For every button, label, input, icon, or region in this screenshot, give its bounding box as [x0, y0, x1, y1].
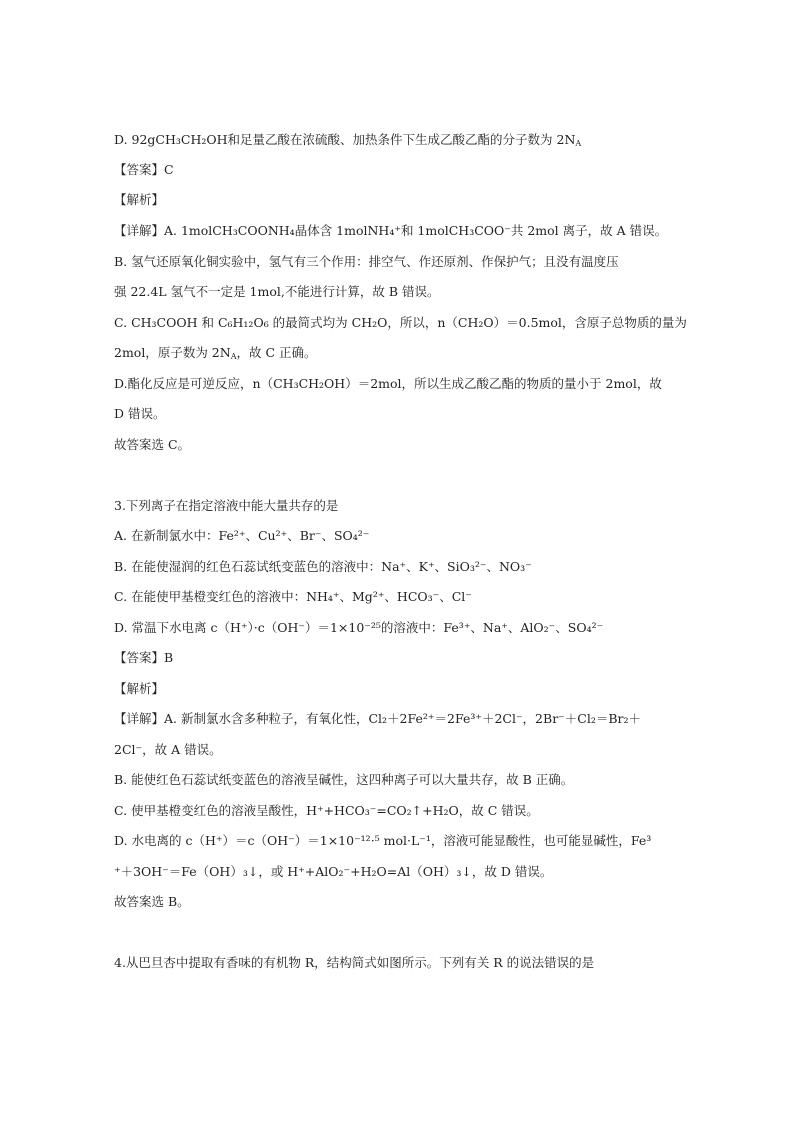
q2-detail-c-line1: C. CH₃COOH 和 C₆H₁₂O₆ 的最简式均为 CH₂O，所以，n（CH₂O）＝0.5mol，含原子总物质的量为	[114, 315, 687, 330]
q3-detail-d-line2: ⁺＋3OH⁻＝Fe（OH）₃↓，或 H⁺+AlO₂⁻+H₂O=Al（OH）₃↓，故 D 错误。	[114, 864, 553, 879]
q4-stem: 4.从巴旦杏中提取有香味的有机物 R，结构简式如图所示。下列有关 R 的说法错误的是	[114, 955, 595, 970]
q3-answer: 【答案】B	[114, 650, 174, 665]
q2-detail-d-line2: D 错误。	[114, 406, 166, 421]
q2-detail-c-tail: ，故 C 正确。	[236, 345, 317, 360]
q3-detail-c: C. 使甲基橙变红色的溶液呈酸性，H⁺+HCO₃⁻=CO₂↑+H₂O，故 C 错误。	[114, 803, 539, 818]
q3-conclusion: 故答案选 B。	[114, 894, 190, 909]
q2-analysis-label: 【解析】	[114, 192, 165, 207]
q2-conclusion: 故答案选 C。	[114, 437, 191, 452]
q3-option-c: C. 在能使甲基橙变红色的溶液中：NH₄⁺、Mg²⁺、HCO₃⁻、Cl⁻	[114, 589, 472, 604]
q3-detail-a-line1: 【详解】A. 新制氯水含多种粒子，有氧化性，Cl₂＋2Fe²⁺＝2Fe³⁺＋2Cl⁻，2Br⁻＋Cl₂＝Br₂＋	[114, 711, 642, 726]
q2-answer: 【答案】C	[114, 162, 174, 177]
q3-detail-a-line2: 2Cl⁻，故 A 错误。	[114, 742, 222, 757]
q2-option-d-text: D. 92gCH₃CH₂OH和足量乙酸在浓硫酸、加热条件下生成乙酸乙酯的分子数为 2N	[114, 132, 576, 147]
q2-detail-d-line1: D.酯化反应是可逆反应，n（CH₃CH₂OH）＝2mol，所以生成乙酸乙酯的物质的量小于 2mol，故	[114, 376, 662, 391]
q3-option-d: D. 常温下水电离 c（H⁺）·c（OH⁻）＝1×10⁻²⁵的溶液中：Fe³⁺、Na⁺、AlO₂⁻、SO₄²⁻	[114, 620, 604, 635]
q3-stem: 3.下列离子在指定溶液中能大量共存的是	[114, 498, 339, 513]
q2-detail-b-line1: B. 氢气还原氧化铜实验中，氢气有三个作用：排空气、作还原剂、作保护气；且没有温度压	[114, 254, 619, 269]
q2-detail-c-line2	[114, 344, 684, 362]
q2-option-d-sub: A	[575, 139, 582, 148]
q3-detail-b: B. 能使红色石蕊试纸变蓝色的溶液呈碱性，这四种离子可以大量共存，故 B 正确。	[114, 772, 574, 787]
q2-detail-c-sub: A	[230, 352, 237, 361]
q2-option-d	[114, 131, 684, 149]
q3-analysis-label: 【解析】	[114, 681, 165, 696]
q2-detail-a: 【详解】A. 1molCH₃COONH₄晶体含 1molNH₄⁺和 1molCH₃COO⁻共 2mol 离子，故 A 错误。	[114, 223, 668, 238]
q3-detail-d-line1: D. 水电离的 c（H⁺）＝c（OH⁻）＝1×10⁻¹²·⁵ mol·L⁻¹，溶液可能显酸性，也可能显碱性，Fe³	[114, 833, 652, 848]
q2-detail-c-line2-text: 2mol，原子数为 2N	[114, 345, 231, 360]
q3-option-b: B. 在能使湿润的红色石蕊试纸变蓝色的溶液中：Na⁺、K⁺、SiO₃²⁻、NO₃⁻	[114, 559, 532, 574]
q2-detail-b-line2: 强 22.4L 氢气不一定是 1mol,不能进行计算，故 B 错误。	[114, 284, 440, 299]
q3-option-a: A. 在新制氯水中：Fe²⁺、Cu²⁺、Br⁻、SO₄²⁻	[114, 528, 370, 543]
